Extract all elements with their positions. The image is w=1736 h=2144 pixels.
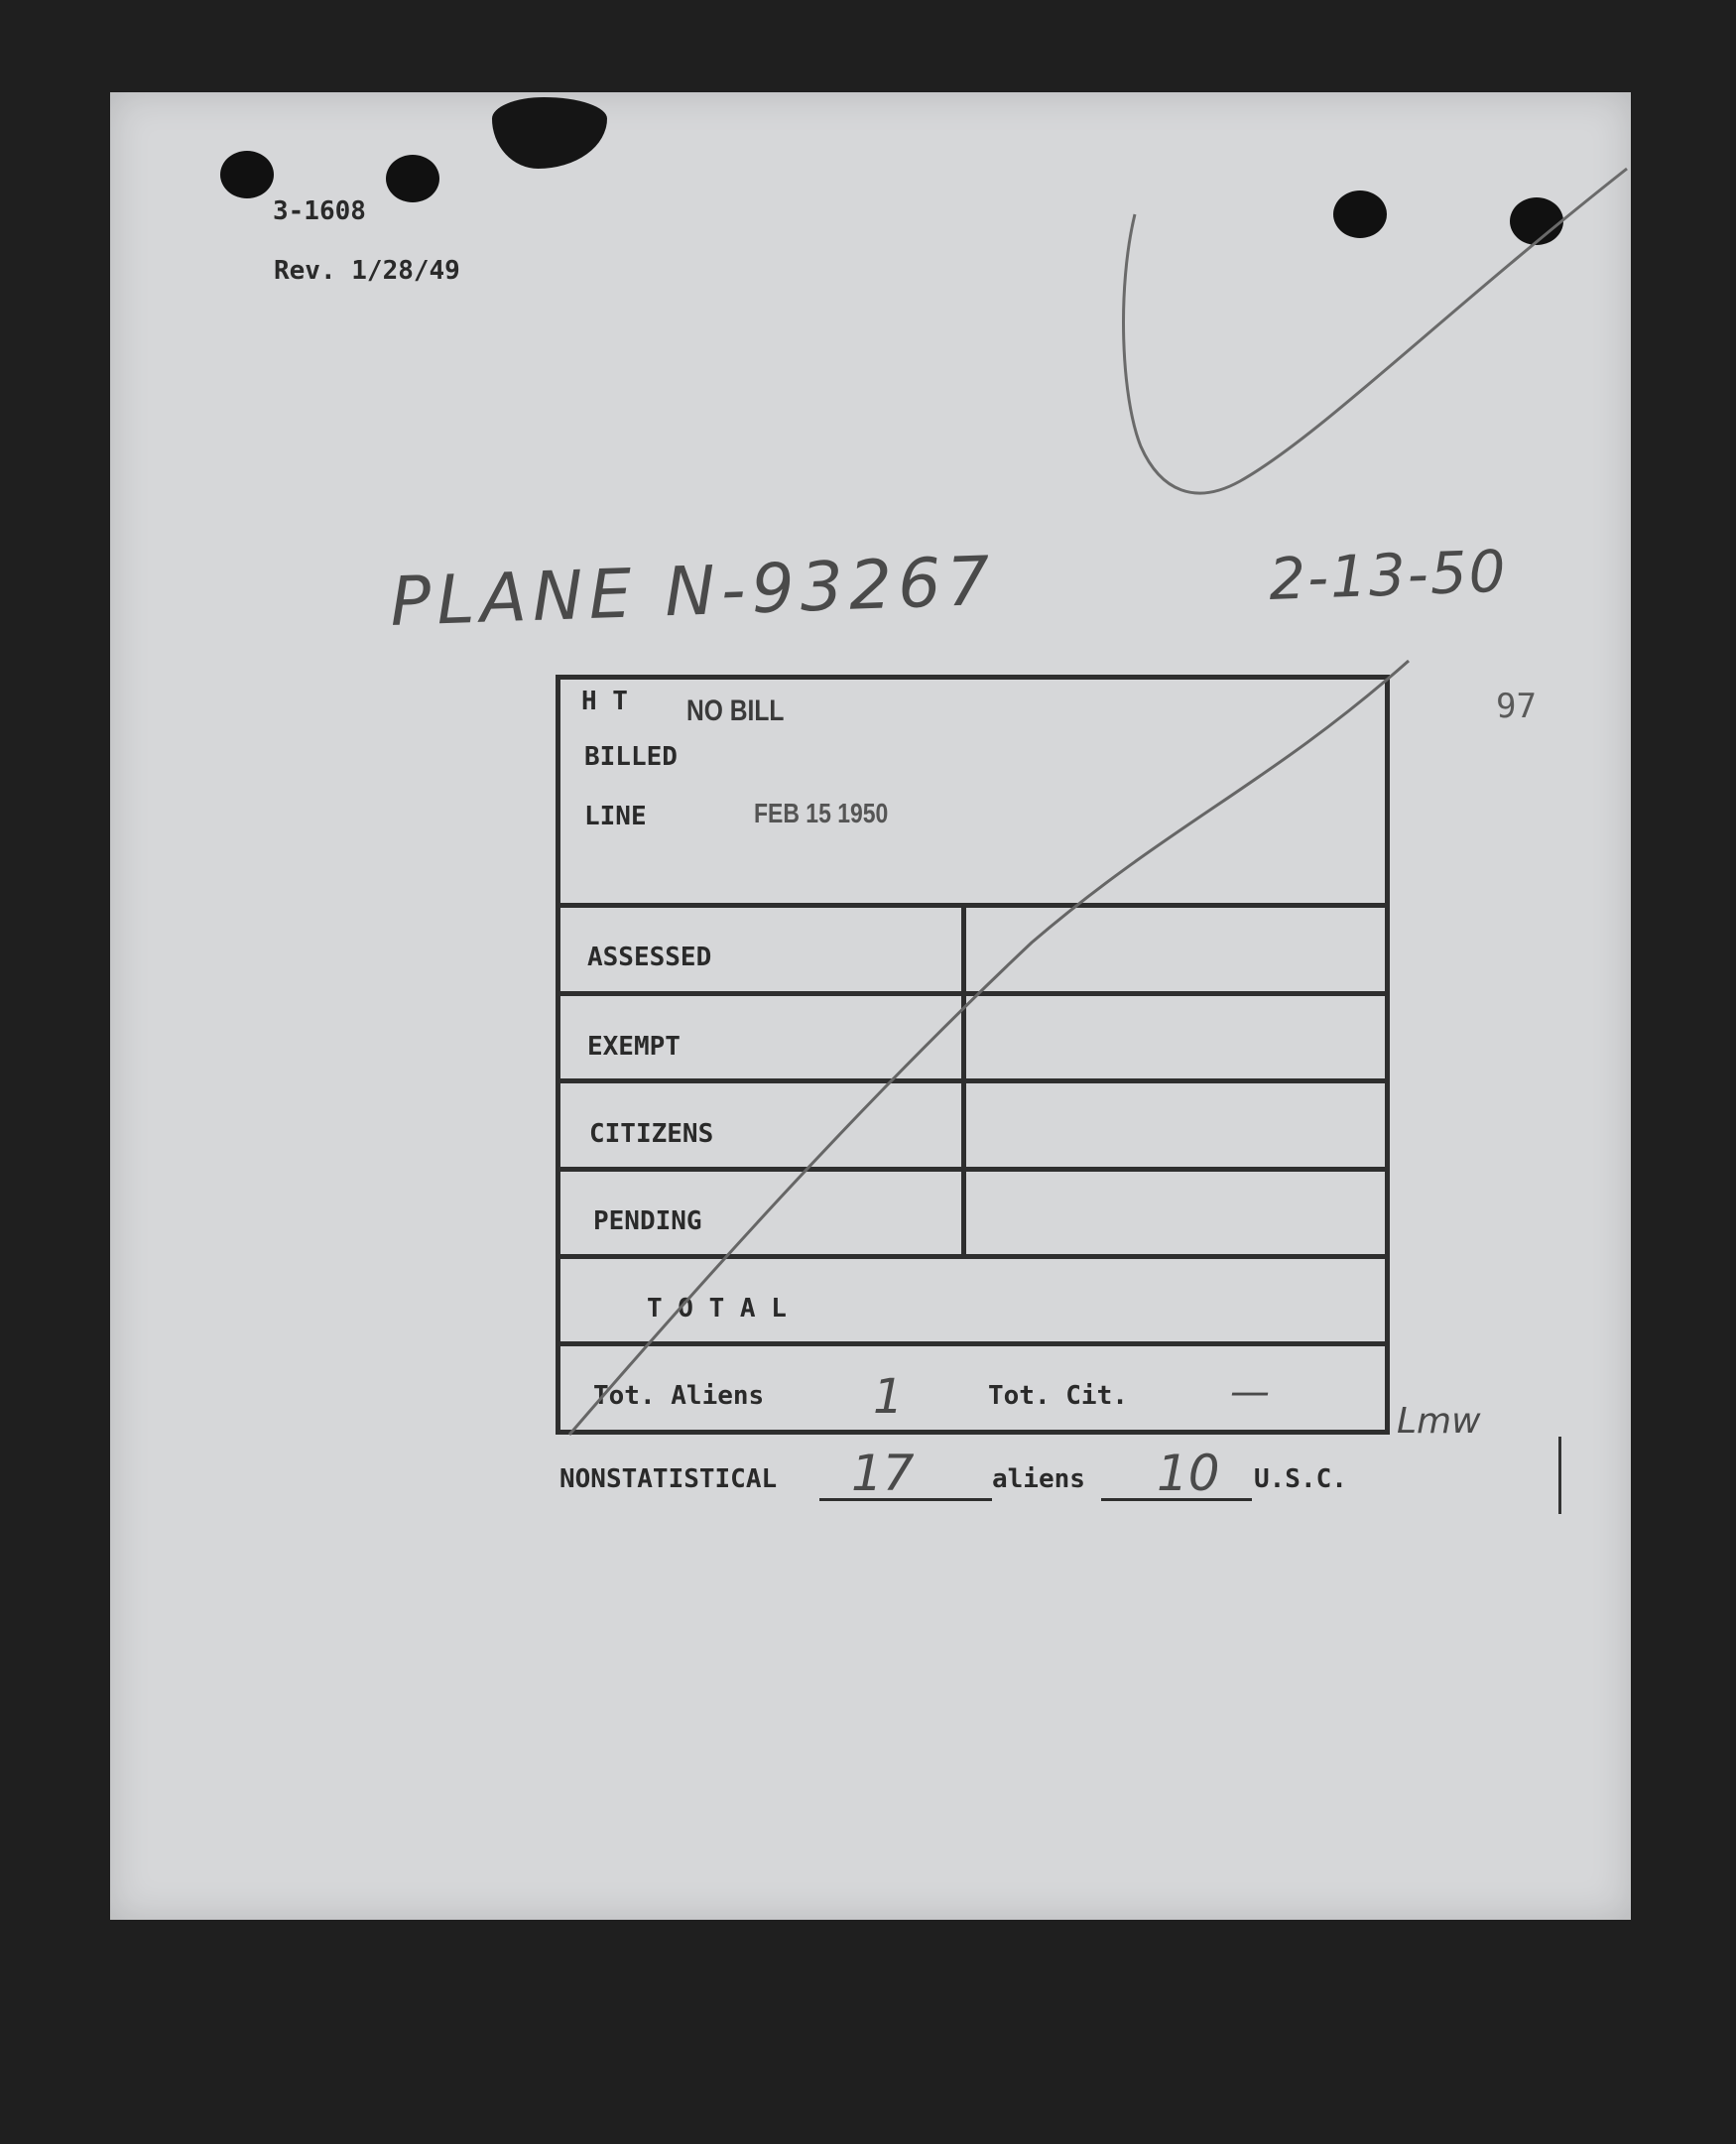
tot-cit-value: — <box>1230 1369 1270 1415</box>
tot-aliens-label: Tot. Aliens <box>593 1381 765 1411</box>
divider <box>558 1078 1390 1083</box>
plane-number: PLANE N-93267 <box>389 542 997 642</box>
column-divider <box>961 903 966 1259</box>
form-number: 3-1608 <box>273 196 366 226</box>
total-label: T O T A L <box>647 1294 787 1324</box>
tot-aliens-value: 1 <box>873 1369 904 1425</box>
nonstat-aliens-value: 17 <box>851 1445 915 1502</box>
nonstat-usc-value: 10 <box>1157 1445 1220 1502</box>
tot-cit-label: Tot. Cit. <box>988 1381 1128 1411</box>
initials: Lmw <box>1397 1401 1481 1442</box>
pending-label: PENDING <box>593 1206 702 1236</box>
aliens-label: aliens <box>992 1464 1085 1494</box>
nonstatistical-label: NONSTATISTICAL <box>559 1464 778 1494</box>
divider <box>558 903 1390 908</box>
margin-mark <box>1558 1437 1561 1514</box>
page-number: 97 <box>1496 687 1537 726</box>
assessed-label: ASSESSED <box>587 943 712 972</box>
divider <box>558 1254 1390 1259</box>
divider <box>558 1341 1390 1346</box>
punch-hole <box>1510 197 1563 245</box>
date-stamp: FEB 15 1950 <box>754 798 889 828</box>
punch-hole <box>386 155 439 202</box>
punch-hole <box>220 151 274 198</box>
divider <box>558 1167 1390 1172</box>
revision-date: Rev. 1/28/49 <box>274 256 460 286</box>
billed-label: BILLED <box>584 742 678 772</box>
ht-label: H T <box>581 687 628 716</box>
usc-label: U.S.C. <box>1254 1464 1347 1494</box>
no-bill-stamp: NO BILL <box>686 694 785 727</box>
punch-hole <box>1333 190 1387 238</box>
exempt-label: EXEMPT <box>587 1032 681 1062</box>
divider <box>558 991 1390 996</box>
line-label: LINE <box>584 802 647 831</box>
handwritten-date: 2-13-50 <box>1268 537 1509 613</box>
citizens-label: CITIZENS <box>589 1119 714 1149</box>
